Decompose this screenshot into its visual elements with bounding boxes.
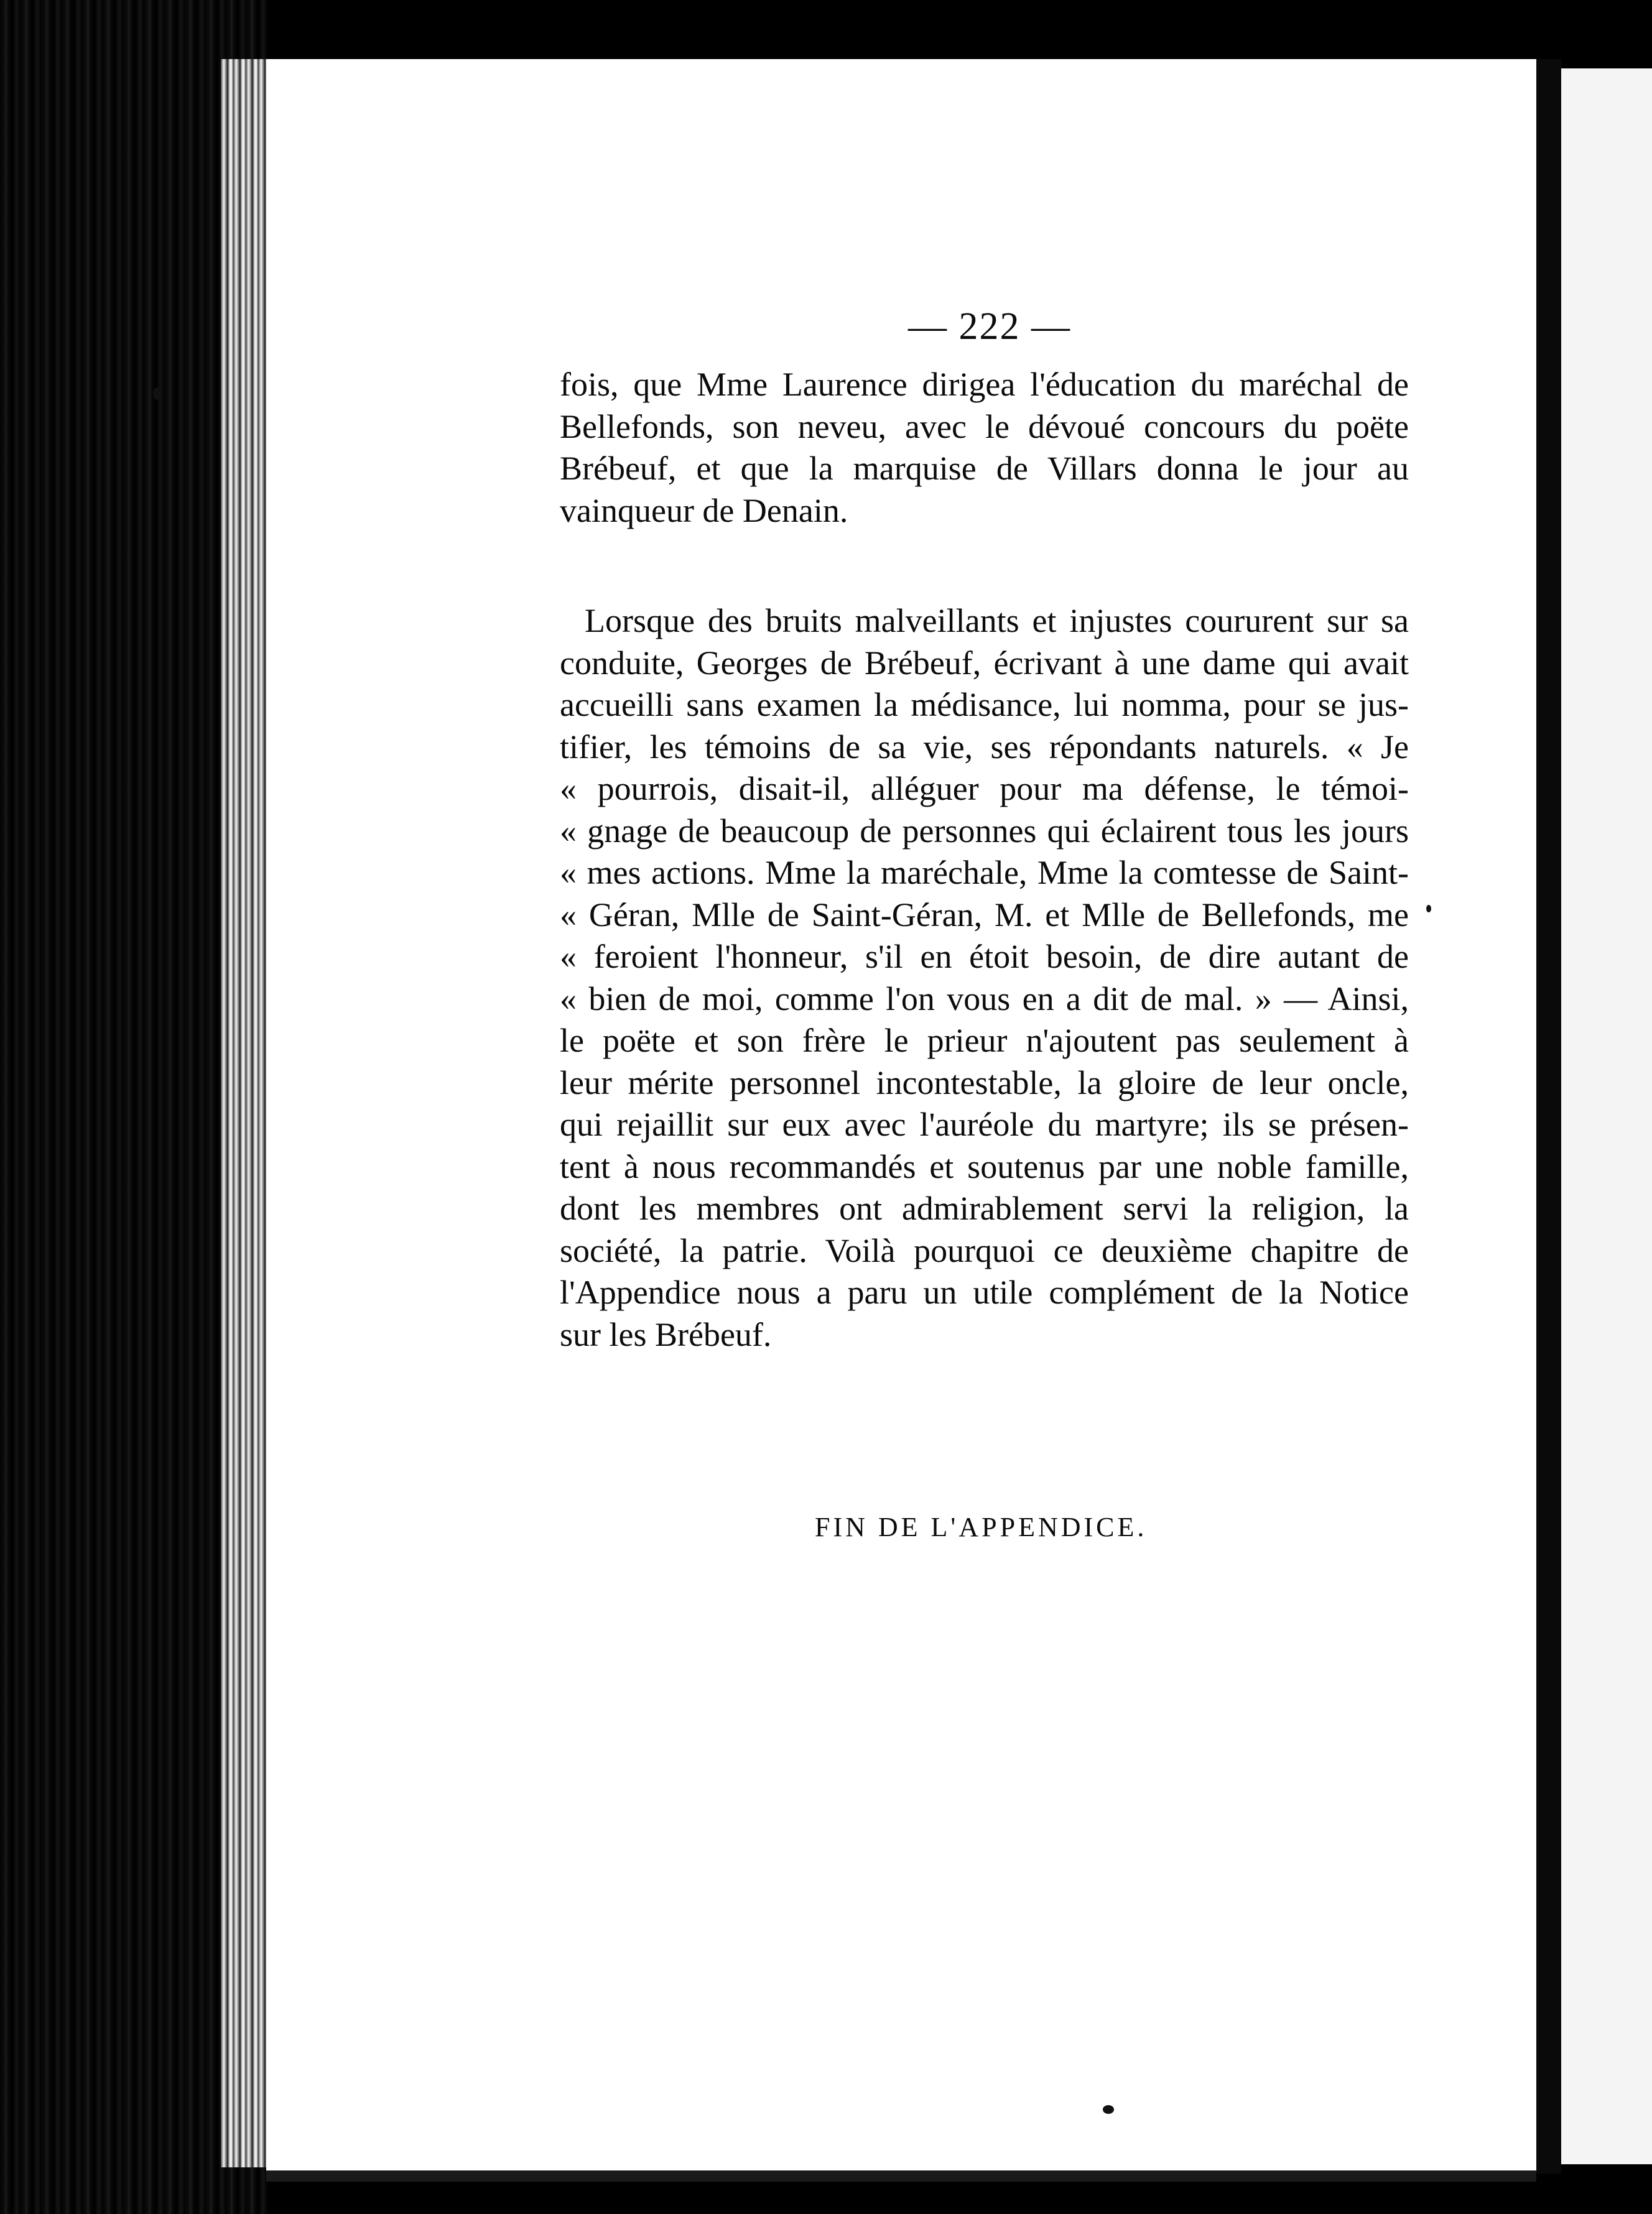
page-stack-edge: [221, 59, 267, 2167]
text-line: « gnage de beaucoup de personnes qui éclairent tous les jours: [560, 812, 1409, 850]
text-line: tifier, les témoins de sa vie, ses répondants naturels. « Je: [560, 728, 1409, 766]
scan-speck: [1103, 2105, 1114, 2114]
text-line: « mes actions. Mme la maréchale, Mme la comtesse de Saint-: [560, 854, 1409, 891]
text-line: Brébeuf, et que la marquise de Villars donna le jour au: [560, 450, 1409, 487]
text-line: Bellefonds, son neveu, avec le dévoué concours du poëte: [560, 407, 1409, 445]
text-line: dont les membres ont admirablement servi la religion, la: [560, 1190, 1409, 1227]
scan-speck: [1426, 905, 1431, 912]
text-line: « pourrois, disait-il, alléguer pour ma défense, le témoi-: [560, 770, 1409, 807]
text-line: fois, que Mme Laurence dirigea l'éducation du maréchal de: [560, 366, 1409, 403]
scan-speck: [153, 387, 162, 400]
text-line: l'Appendice nous a paru un utile complément de la Notice: [560, 1274, 1409, 1311]
text-line: société, la patrie. Voilà pourquoi ce deuxième chapitre de: [560, 1231, 1409, 1269]
text-line: « Géran, Mlle de Saint-Géran, M. et Mlle de Bellefonds, me: [560, 896, 1409, 933]
text-line: Lorsque des bruits malveillants et injustes coururent sur sa: [585, 602, 1409, 639]
text-line: « bien de moi, comme l'on vous en a dit de mal. » — Ainsi,: [560, 980, 1409, 1017]
right-gutter: [1536, 59, 1561, 2174]
facing-page-edge: [1561, 68, 1652, 2164]
text-line: vainqueur de Denain.: [560, 491, 848, 529]
text-line: leur mérite personnel incontestable, la gloire de leur oncle,: [560, 1063, 1409, 1101]
text-line: accueilli sans examen la médisance, lui nomma, pour se jus-: [560, 686, 1409, 723]
text-line: qui rejaillit sur eux avec l'auréole du martyre; ils se présen-: [560, 1106, 1409, 1143]
text-line: conduite, Georges de Brébeuf, écrivant à une dame qui avait: [560, 644, 1409, 682]
text-line: tent à nous recommandés et soutenus par une noble famille,: [560, 1147, 1409, 1185]
paragraph-1: [560, 364, 1409, 532]
paragraph-2: [560, 600, 1409, 1356]
text-line: sur les Brébeuf.: [560, 1315, 772, 1353]
closing-heading: FIN DE L'APPENDICE.: [815, 1512, 1148, 1542]
text-line: le poëte et son frère le prieur n'ajoutent pas seulement à: [560, 1022, 1409, 1059]
text-line: « feroient l'honneur, s'il en étoit besoin, de dire autant de: [560, 938, 1409, 975]
page-number: — 222 —: [908, 305, 1071, 348]
